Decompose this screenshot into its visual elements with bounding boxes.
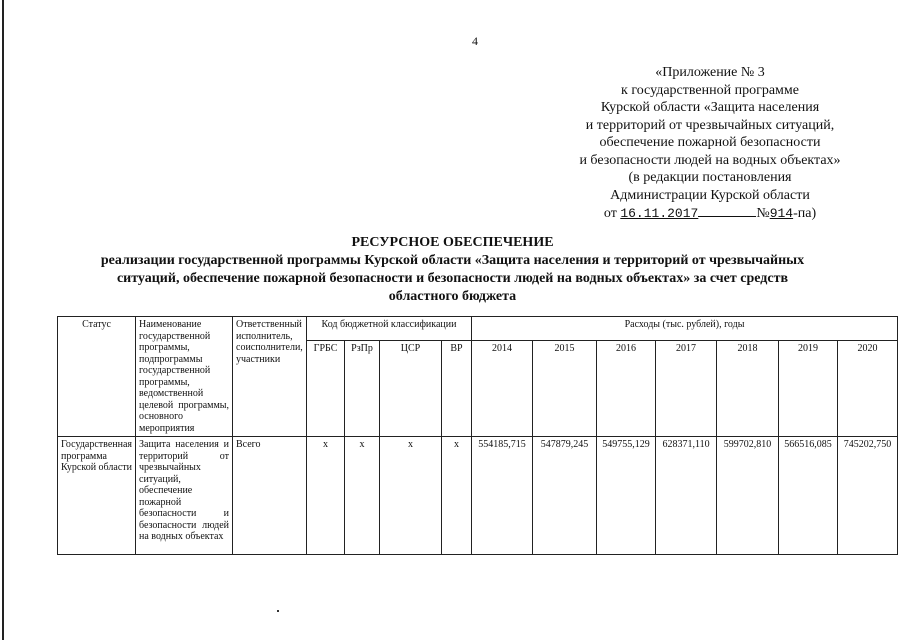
decree-date: 16.11.2017 — [620, 206, 699, 221]
appendix-line: Администрации Курской области — [610, 187, 810, 203]
row-value: 745202,750 — [838, 437, 898, 555]
row-name: Защита населения и территорий от чрезвычайных ситуаций, обеспечение пожарной безопасности и безопасности людей на водных объектах — [136, 437, 233, 555]
decree-prefix: от — [603, 206, 617, 221]
header-responsible: Ответственный исполнитель, соисполнители, участники — [233, 317, 307, 437]
header-name: Наименование государственной программы, подпрограммы государственной программы, ведомственной целевой программы, основного мероприятия — [136, 317, 233, 437]
header-year: 2020 — [838, 341, 898, 437]
header-expenses: Расходы (тыс. рублей), годы — [472, 317, 898, 341]
appendix-note — [540, 64, 880, 223]
header-year: 2015 — [533, 341, 597, 437]
document-title — [0, 234, 905, 306]
row-vr: x — [442, 437, 472, 555]
decree-reference — [540, 204, 880, 223]
appendix-line: и безопасности людей на водных объектах» — [579, 152, 841, 168]
scan-edge-line — [2, 0, 4, 640]
title-line: реализации государственной программы Курской области «Защита населения и территорий от чрезвычайных — [100, 253, 805, 268]
decree-blank — [698, 204, 756, 217]
header-status: Статус — [58, 317, 136, 437]
appendix-line: обеспечение пожарной безопасности — [599, 135, 821, 150]
header-year: 2019 — [779, 341, 838, 437]
header-vr: ВР — [442, 341, 472, 437]
appendix-line: «Приложение № 3 — [655, 65, 765, 80]
header-csr: ЦСР — [380, 341, 442, 437]
header-year: 2018 — [717, 341, 779, 437]
row-value: 566516,085 — [779, 437, 838, 555]
decree-number-label: № — [756, 206, 770, 221]
row-responsible: Всего — [233, 437, 307, 555]
title-line: ситуаций, обеспечение пожарной безопасности и безопасности людей на водных объектах» за счет средств — [116, 271, 789, 286]
resource-table — [57, 316, 898, 555]
row-csr: x — [380, 437, 442, 555]
decree-number: 914 — [769, 206, 794, 221]
header-year: 2017 — [656, 341, 717, 437]
table-row — [58, 437, 898, 555]
decree-suffix: -па) — [793, 206, 817, 221]
row-value: 628371,110 — [656, 437, 717, 555]
row-value: 599702,810 — [717, 437, 779, 555]
appendix-line: и территорий от чрезвычайных ситуаций, — [585, 117, 835, 133]
appendix-line: (в редакции постановления — [628, 170, 792, 185]
header-year: 2014 — [472, 341, 533, 437]
header-rzpr: РзПр — [345, 341, 380, 437]
appendix-line: к государственной программе — [621, 82, 799, 98]
row-value: 549755,129 — [597, 437, 656, 555]
row-value: 554185,715 — [472, 437, 533, 555]
row-status: Государственная программа Курской области — [58, 437, 136, 555]
header-row — [58, 317, 898, 341]
page-number: 4 — [472, 34, 478, 48]
row-grbs: x — [307, 437, 345, 555]
header-grbs: ГРБС — [307, 341, 345, 437]
header-year: 2016 — [597, 341, 656, 437]
scan-speck — [277, 610, 279, 612]
title-line: областного бюджета — [388, 289, 517, 304]
header-budget-code: Код бюджетной классификации — [307, 317, 472, 341]
row-value: 547879,245 — [533, 437, 597, 555]
appendix-line: Курской области «Защита населения — [600, 100, 820, 115]
title-main: РЕСУРСНОЕ ОБЕСПЕЧЕНИЕ — [351, 235, 554, 250]
row-rzpr: x — [345, 437, 380, 555]
